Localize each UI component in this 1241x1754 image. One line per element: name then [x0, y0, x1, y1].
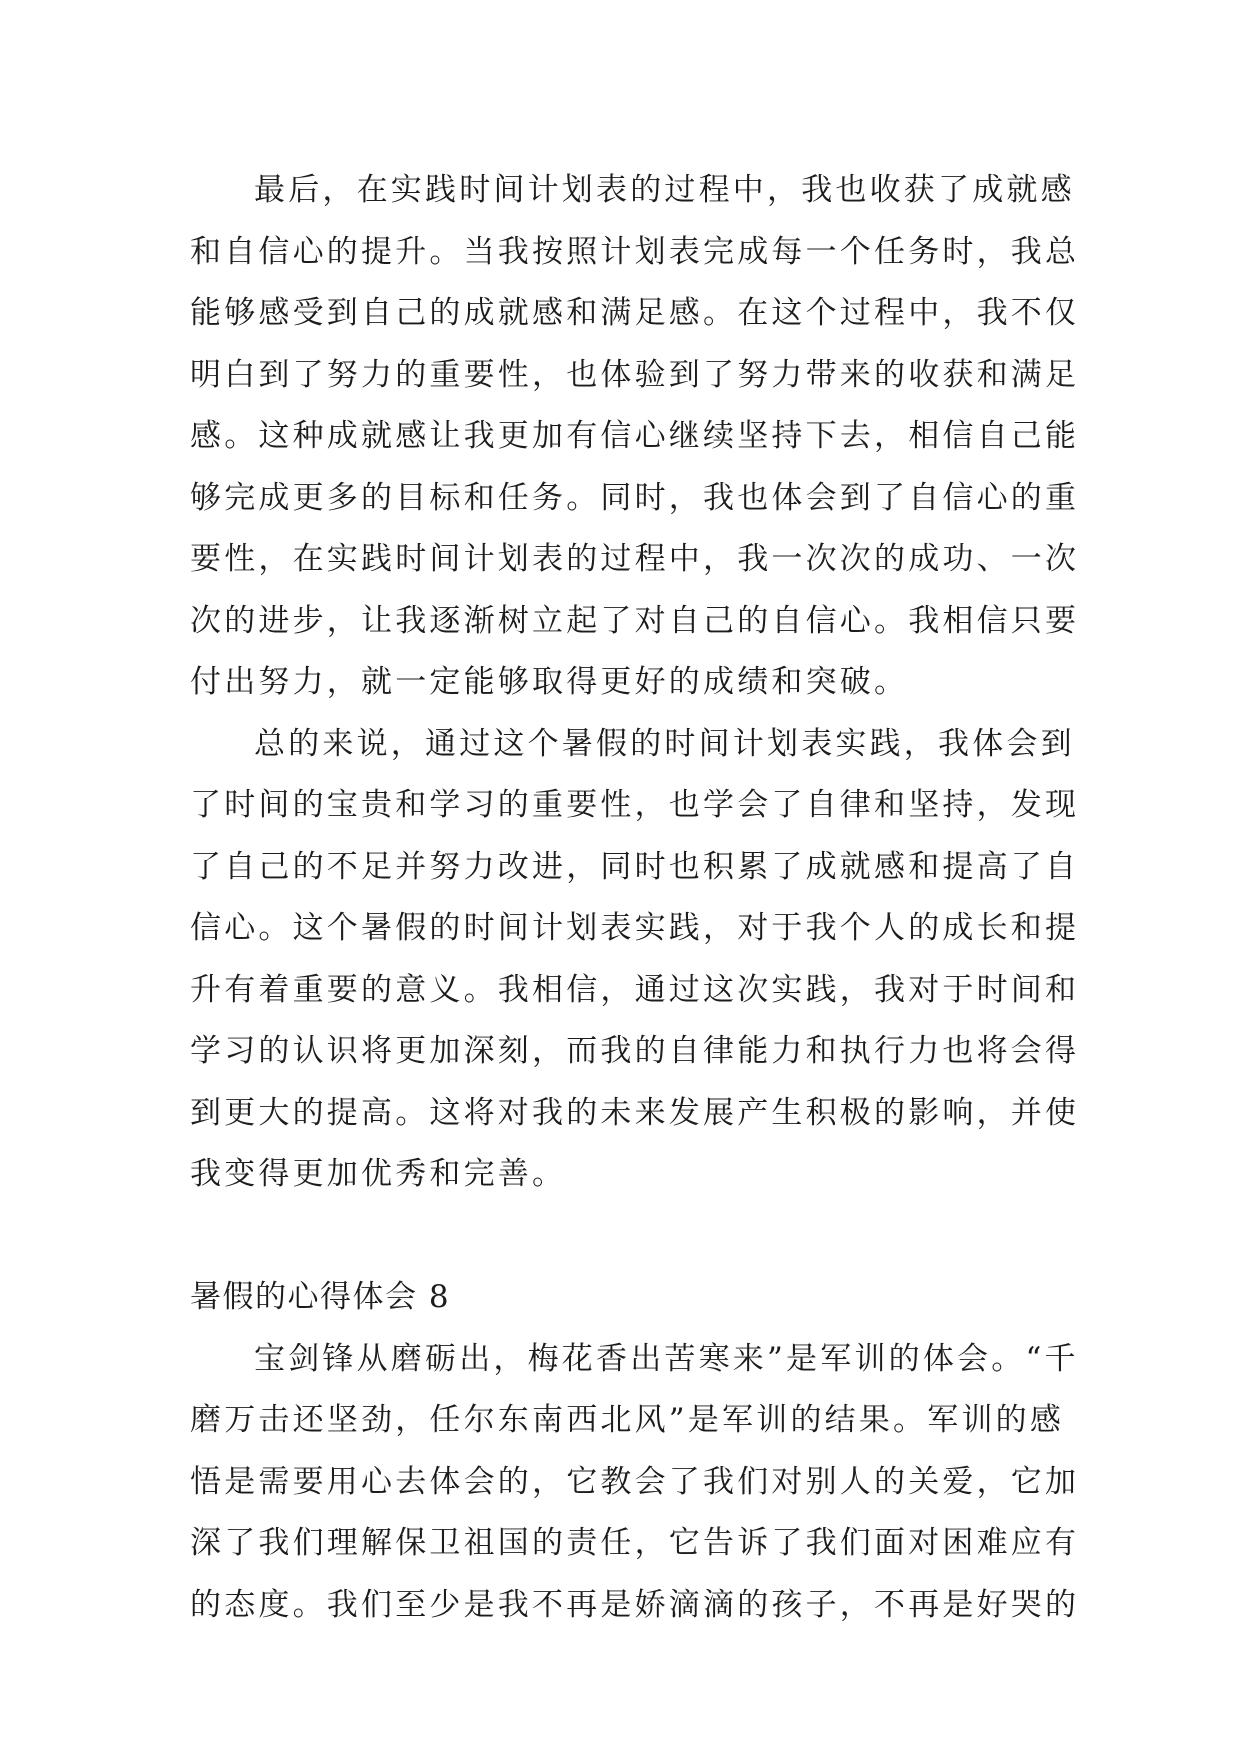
text-line: 宝剑锋从磨砺出，梅花香出苦寒来”是军训的体会。“千	[254, 1340, 1079, 1377]
text-line: 能够感受到自己的成就感和满足感。在这个过程中，我不仅	[190, 295, 1080, 331]
text-line: 信心。这个暑假的时间计划表实践，对于我个人的成长和提	[190, 910, 1080, 946]
text-line: 磨万击还坚劲，任尔东南西北风”是军训的结果。军训的感	[190, 1402, 1065, 1438]
text-line: 了自己的不足并努力改进，同时也积累了成就感和提高了自	[190, 848, 1080, 885]
document-body	[190, 160, 1080, 1636]
paragraph-summary	[190, 714, 1080, 1206]
text-line: 升有着重要的意义。我相信，通过这次实践，我对于时间和	[190, 971, 1080, 1008]
text-line: 总的来说，通过这个暑假的时间计划表实践，我体会到	[254, 725, 1075, 762]
section-heading: 暑假的心得体会 8	[190, 1279, 451, 1315]
text-line: 要性，在实践时间计划表的过程中，我一次次的成功、一次	[190, 541, 1080, 577]
text-line: 的态度。我们至少是我不再是娇滴滴的孩子，不再是好哭的	[190, 1586, 1080, 1623]
paragraph-achievement	[190, 160, 1080, 714]
paragraph-military-training	[190, 1329, 1080, 1637]
text-line: 感。这种成就感让我更加有信心继续坚持下去，相信自己能	[190, 418, 1080, 454]
text-line: 我变得更加优秀和完善。	[190, 1156, 567, 1192]
text-line: 次的进步，让我逐渐树立起了对自己的自信心。我相信只要	[190, 602, 1080, 639]
text-line: 悟是需要用心去体会的，它教会了我们对别人的关爱，它加	[190, 1463, 1080, 1500]
section-spacer	[190, 1206, 1050, 1268]
text-line: 到更大的提高。这将对我的未来发展产生积极的影响，并使	[190, 1094, 1080, 1131]
text-line: 和自信心的提升。当我按照计划表完成每一个任务时，我总	[190, 233, 1080, 270]
text-line: 付出努力，就一定能够取得更好的成绩和突破。	[190, 664, 909, 700]
text-line: 够完成更多的目标和任务。同时，我也体会到了自信心的重	[190, 479, 1080, 516]
text-line: 学习的认识将更加深刻，而我的自律能力和执行力也将会得	[190, 1033, 1080, 1069]
text-line: 最后，在实践时间计划表的过程中，我也收获了成就感	[254, 172, 1075, 208]
text-line: 深了我们理解保卫祖国的责任，它告诉了我们面对困难应有	[190, 1525, 1080, 1561]
text-line: 明白到了努力的重要性，也体验到了努力带来的收获和满足	[190, 356, 1080, 393]
text-line: 了时间的宝贵和学习的重要性，也学会了自律和坚持，发现	[190, 787, 1080, 823]
